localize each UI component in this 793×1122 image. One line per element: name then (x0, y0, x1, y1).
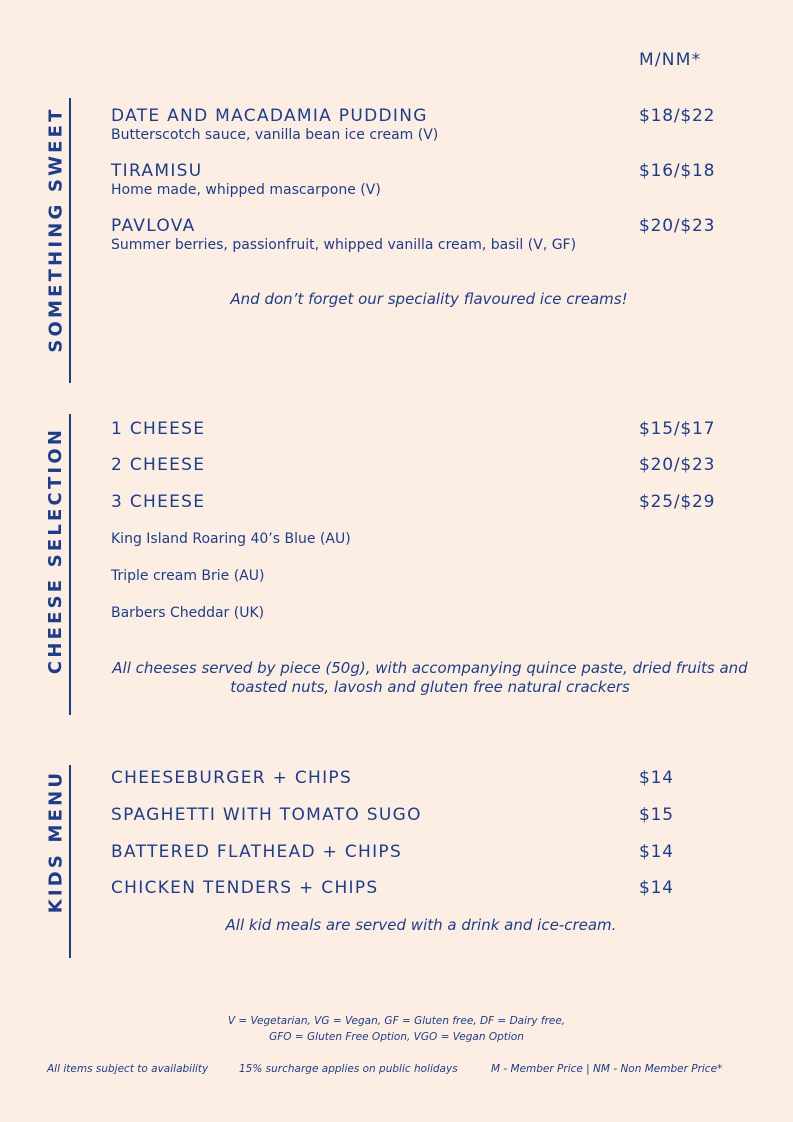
price-legend: M - Member Price | NM - Non Member Price* (491, 1063, 723, 1075)
surcharge-note: 15% surcharge applies on public holidays (239, 1063, 458, 1075)
section-title-kids-menu: KIDS MENU (45, 769, 67, 914)
ice-cream-note: And don’t forget our speciality flavoured ice creams! (230, 290, 628, 308)
item-name: BATTERED FLATHEAD + CHIPS (111, 842, 403, 862)
item-name: 2 CHEESE (111, 455, 206, 475)
section-divider-cheese (69, 414, 71, 715)
section-divider-kids (69, 765, 71, 958)
item-price: $25/$29 (639, 492, 716, 512)
item-price: $20/$23 (639, 455, 716, 475)
item-price: $14 (639, 842, 674, 862)
item-name: CHEESEBURGER + CHIPS (111, 768, 353, 788)
section-title-cheese-selection: CHEESE SELECTION (45, 426, 67, 674)
item-price: $14 (639, 878, 674, 898)
menu-item (111, 842, 402, 862)
item-name: 1 CHEESE (111, 419, 206, 439)
availability-note: All items subject to availability (47, 1063, 209, 1075)
item-price: $14 (639, 768, 674, 788)
menu-item (111, 878, 379, 898)
section-divider-sweet (69, 98, 71, 383)
item-name: TIRAMISU (111, 161, 203, 181)
menu-item (111, 492, 205, 512)
item-name: SPAGHETTI WITH TOMATO SUGO (111, 805, 422, 825)
cheese-serving-note: All cheeses served by piece (50g), with accompanying quince paste, dried fruits and toasted nuts, lavosh and gluten free natural crackers (112, 659, 748, 696)
menu-item (111, 216, 576, 254)
section-title-something-sweet: SOMETHING SWEET (45, 106, 67, 353)
item-description: Home made, whipped mascarpone (V) (111, 182, 381, 198)
item-description: Summer berries, passionfruit, whipped vanilla cream, basil (V, GF) (111, 237, 577, 253)
item-description: Butterscotch sauce, vanilla bean ice cream (V) (111, 127, 439, 143)
item-price: $18/$22 (639, 106, 716, 126)
menu-item (111, 768, 352, 788)
dietary-key: V = Vegetarian, VG = Vegan, GF = Gluten free, DF = Dairy free, GFO = Gluten Free Option, VGO = Vegan Option (227, 1015, 566, 1043)
item-price: $15/$17 (639, 419, 716, 439)
menu-item (111, 106, 438, 144)
item-price: $16/$18 (639, 161, 716, 181)
cheese-type: Triple cream Brie (AU) (111, 568, 265, 584)
price-column-header: M/NM* (639, 50, 702, 70)
cheese-type: King Island Roaring 40’s Blue (AU) (111, 531, 351, 547)
menu-item (111, 455, 205, 475)
item-price: $20/$23 (639, 216, 716, 236)
item-name: CHICKEN TENDERS + CHIPS (111, 878, 379, 898)
menu-item (111, 419, 205, 439)
item-name: 3 CHEESE (111, 492, 206, 512)
cheese-type: Barbers Cheddar (UK) (111, 605, 265, 621)
item-name: DATE AND MACADAMIA PUDDING (111, 106, 428, 126)
item-name: PAVLOVA (111, 216, 196, 236)
menu-item (111, 161, 381, 199)
menu-item (111, 805, 422, 825)
kids-meal-note: All kid meals are served with a drink and ice-cream. (225, 916, 617, 934)
item-price: $15 (639, 805, 674, 825)
